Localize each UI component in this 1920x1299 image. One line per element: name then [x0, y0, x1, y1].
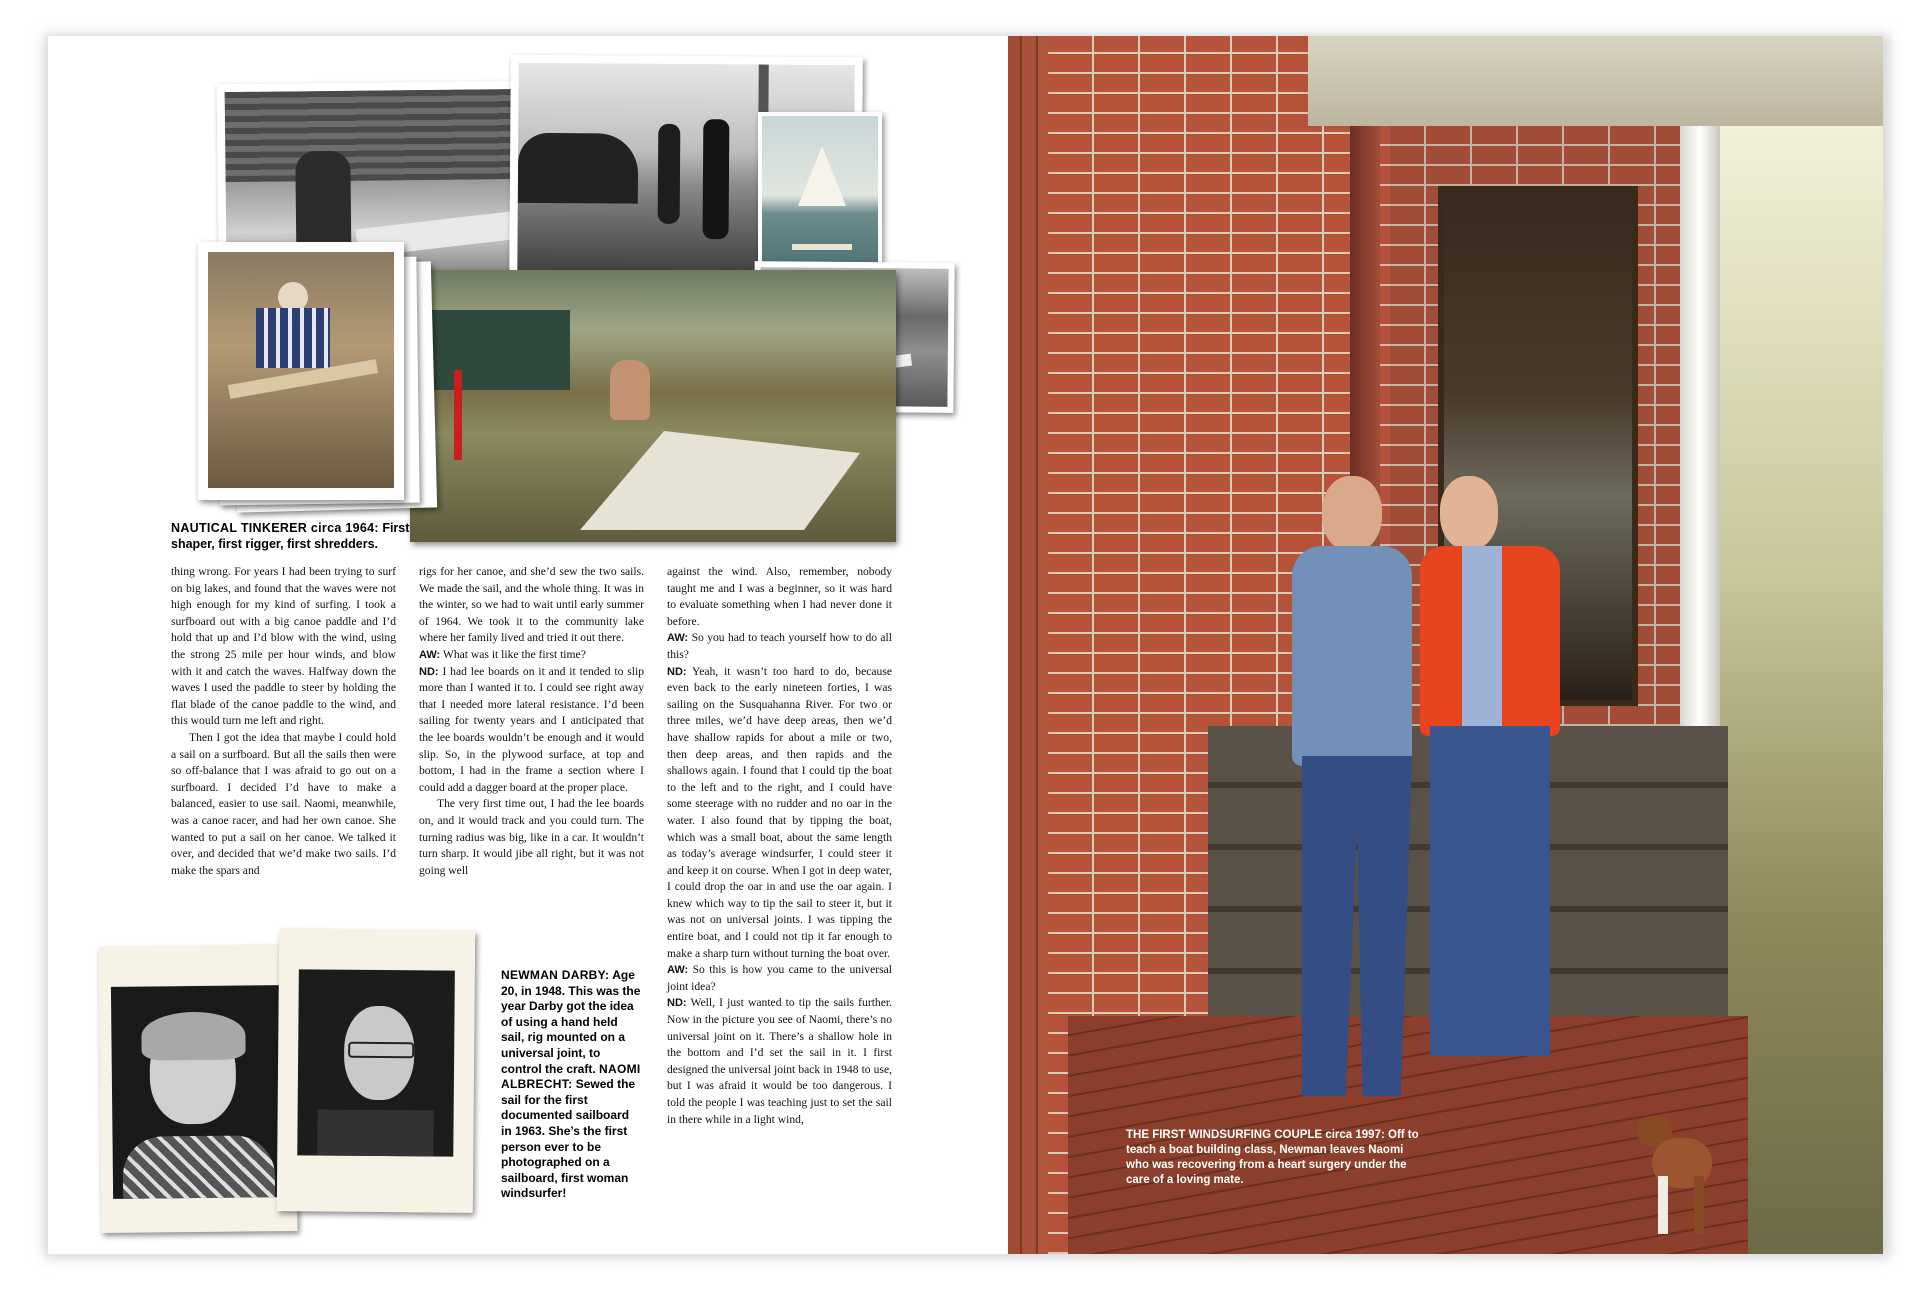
- column2-paragraph-2: The very first time out, I had the lee boards on, and it would track and you could turn. The turning radius was big, like in a car. It wouldn’t turn sharp. It would jibe all right, but it was not going well: [419, 797, 644, 877]
- column1-paragraph-2: Then I got the idea that maybe I could hold a sail on a surfboard. But all the sails then were so off-balance that I was afraid to go out on a surfboard. I decided I’d have to make a balanced, easier to use sail. Naomi, meanwhile, was a canoe racer, and had her own canoe. She wanted to put a sail on her canoe. We talked it over, and decided that we’d make two sails. I’d make the spars and: [171, 730, 396, 877]
- man-figure: [1292, 476, 1432, 1116]
- question-text: What was it like the first time?: [442, 647, 586, 661]
- photo-sail-on-water: [758, 112, 882, 278]
- portrait-caption-text-2: Sewed the sail for the first documented sailboard in 1963. She’s the first person ever to be photographed on a sailboard, first woman windsurfer!: [501, 1077, 636, 1201]
- column3-qa-2: [667, 664, 892, 963]
- right-page-photo: [1008, 36, 1883, 1254]
- column2-qa-2: [419, 664, 644, 797]
- portrait-naomi-albrecht: [99, 945, 298, 1233]
- collage-caption-text: First shaper, first rigger, first shredders.: [171, 521, 410, 551]
- text-column-2: [419, 564, 644, 879]
- photo-man-at-workbench: [198, 242, 404, 500]
- speaker-nd: ND:: [667, 665, 687, 678]
- right-caption-lead: THE FIRST WINDSURFING COUPLE circa 1997:: [1126, 1129, 1385, 1141]
- text-column-1: [171, 564, 396, 879]
- column3-qa-3: [667, 962, 892, 995]
- dog: [1638, 1116, 1718, 1236]
- portrait-caption-text-1: Age 20, in 1948. This was the year Darby got the idea of using a hand held sail, rig mounted on a universal joint, to control the craft.: [501, 968, 641, 1076]
- text-column-3: [667, 564, 892, 1128]
- collage-caption-lead: NAUTICAL TINKERER circa 1964:: [171, 521, 379, 535]
- woman-figure: [1420, 476, 1570, 1076]
- speaker-nd: ND:: [419, 665, 439, 678]
- speaker-nd: ND:: [667, 997, 687, 1010]
- question-text: So you had to teach yourself how to do all this?: [667, 631, 893, 661]
- answer-text: Yeah, it wasn’t too hard to do, because even back to the early nineteen forties, I was sailing on the Susquahanna River. For two or three miles, we’d have deep areas, then we’d have shallow rapids for about a mile or two, then deep areas, and then rapids and the shallows again. I found that I could tip the boat to the left and to the right, and I could have some steerage with no rudder and no oar in the water. I also found that by tipping the boat, which was a small boat, about the same length as today’s average windsurfer, I could steer it and keep it on course. When I got in deep water, I could drop the oar in and use the oar again. I knew which way to tip the sail to steer it, but it was not on universal joints. I was tipping the entire boat, and I could not tip it far enough to make a sharp turn without turning the boat over.: [667, 664, 892, 960]
- answer-text: I had lee boards on it and it tended to slip more than I wanted it to. I could see right away that I needed more lateral resistance. I’d been sailing for twenty years and I anticipated that the lee boards wouldn’t be enough and it would slip. So, in the plywood surface, at top and bottom, I had in the frame a section where I could add a dagger board at the proper place.: [419, 664, 644, 794]
- question-text: So this is how you came to the universal joint idea?: [667, 963, 892, 993]
- right-caption-text: Off to teach a boat building class, Newman leaves Naomi who was recovering from a heart surgery under the care of a loving mate.: [1126, 1129, 1419, 1186]
- column3-paragraph-1: against the wind. Also, remember, nobody taught me and I was a beginner, so it was hard to evaluate something when I had never done it before.: [667, 565, 892, 628]
- right-photo-caption: [1126, 1128, 1426, 1188]
- column2-paragraph-1: rigs for her canoe, and she’d sew the two sails. We made the sail, and the whole thing. It was in the winter, so we had to wait until early summer of 1964. We took it to the community lake where her family lived and tried it out there.: [419, 565, 644, 645]
- column2-qa-1: [419, 647, 644, 664]
- portrait-caption: [501, 968, 641, 1202]
- speaker-aw: AW:: [667, 632, 689, 645]
- portrait-caption-name-1: NEWMAN DARBY:: [501, 968, 610, 982]
- speaker-aw: AW:: [667, 964, 689, 977]
- left-page: [48, 36, 1008, 1254]
- column3-qa-4: [667, 995, 892, 1128]
- portrait-caption-name-2: NAOMI ALBRECHT:: [501, 1061, 641, 1092]
- collage-caption: [171, 520, 431, 552]
- answer-text: Well, I just wanted to tip the sails further. Now in the picture you see of Naomi, there’s no universal joint on it. There’s a shallow hole in the bottom and I’d set the sail in it. I first designed the universal joint back in 1948 to use, but I was afraid it would be too dangerous. I told the people I was teaching just to set the sail in there while in a light wind,: [667, 996, 892, 1126]
- column3-qa-1: [667, 630, 892, 663]
- portrait-newman-darby: [277, 929, 475, 1213]
- speaker-aw: AW:: [419, 648, 441, 661]
- photo-color-sail-assembly: [410, 270, 896, 542]
- column1-paragraph-1: thing wrong. For years I had been trying to surf on big lakes, and found that the waves were not high enough for my kind of surfing. I took a surfboard out with a big canoe paddle and I’d hold that up and I’d blow with the wind, using the strong 25 mile per hour winds, and blow with it and catch the waves. Halfway down the waves I used the paddle to steer by holding the flat blade of the canoe paddle to the wind, and this would turn me left and right.: [171, 565, 396, 728]
- porch-ceiling: [1308, 36, 1883, 126]
